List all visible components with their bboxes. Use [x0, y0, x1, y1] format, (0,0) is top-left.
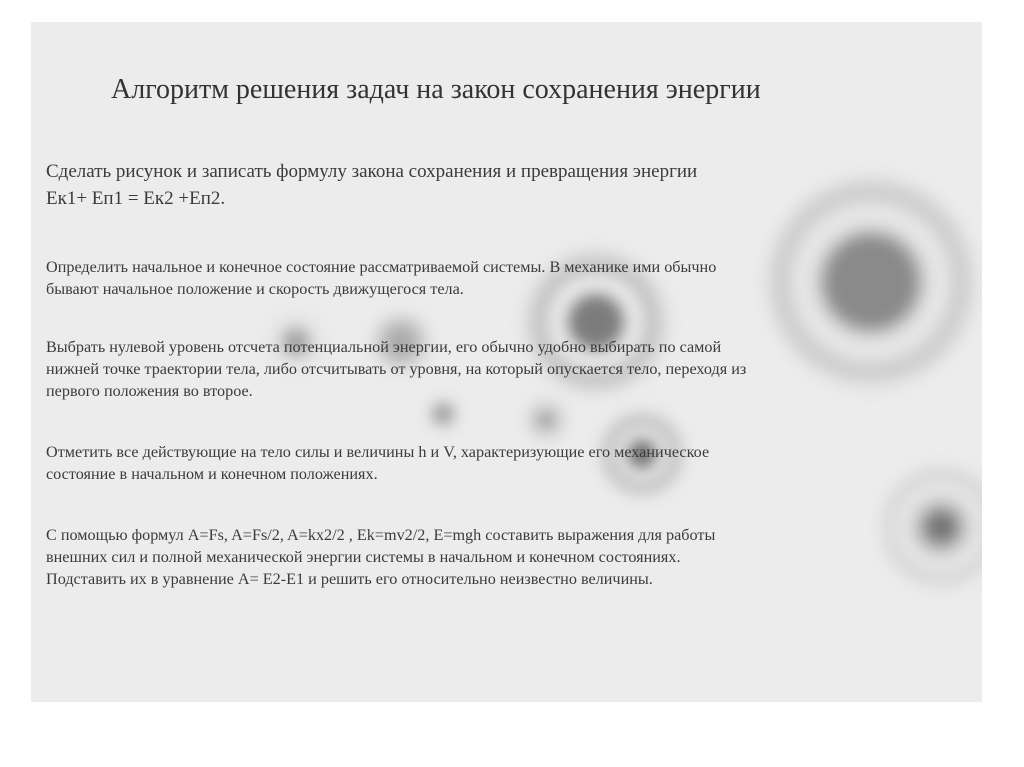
decorative-ring — [528, 402, 564, 438]
step-text: Определить начальное и конечное состояние рассматриваемой системы. В механике ими обычно — [46, 258, 717, 276]
step-define-states — [46, 256, 926, 300]
step-text: Выбрать нулевой уровень отсчета потенциальной энергии, его обычно удобно выбирать по самой — [46, 338, 722, 356]
step-text: первого положения во второе. — [46, 382, 253, 400]
step-mark-forces — [46, 441, 926, 485]
step-text: состояние в начальном и конечном положениях. — [46, 465, 378, 483]
step-text: бывают начальное положение и скорость движущегося тела. — [46, 280, 464, 298]
step-text: Подставить их в уравнение А= Е2-Е1 и решить его относительно неизвестно величины. — [46, 570, 653, 588]
slide — [31, 22, 982, 702]
step-formulas-solve — [46, 524, 926, 590]
slide-title: Алгоритм решения задач на закон сохранения энергии — [111, 74, 761, 105]
step-zero-level — [46, 336, 926, 402]
step-text: Сделать рисунок и записать формулу закона сохранения и превращения энергии — [46, 161, 698, 182]
step-text: внешних сил и полной механической энергии системы в начальном и конечном состояниях. — [46, 548, 681, 566]
step-draw-formula — [46, 158, 926, 212]
step-text: С помощью формул A=Fs, A=Fs/2, A=kx2/2 , Ek=mv2/2, E=mgh составить выражения для работы — [46, 526, 716, 544]
step-text: Отметить все действующие на тело силы и величины h и V, характеризующие его механическое — [46, 443, 710, 461]
step-text: нижней точке траектории тела, либо отсчитывать от уровня, на который опускается тело, переходя из — [46, 360, 747, 378]
decorative-ring — [429, 400, 457, 428]
formula-text: Ек1+ Еп1 = Ек2 +Еп2. — [46, 188, 226, 209]
